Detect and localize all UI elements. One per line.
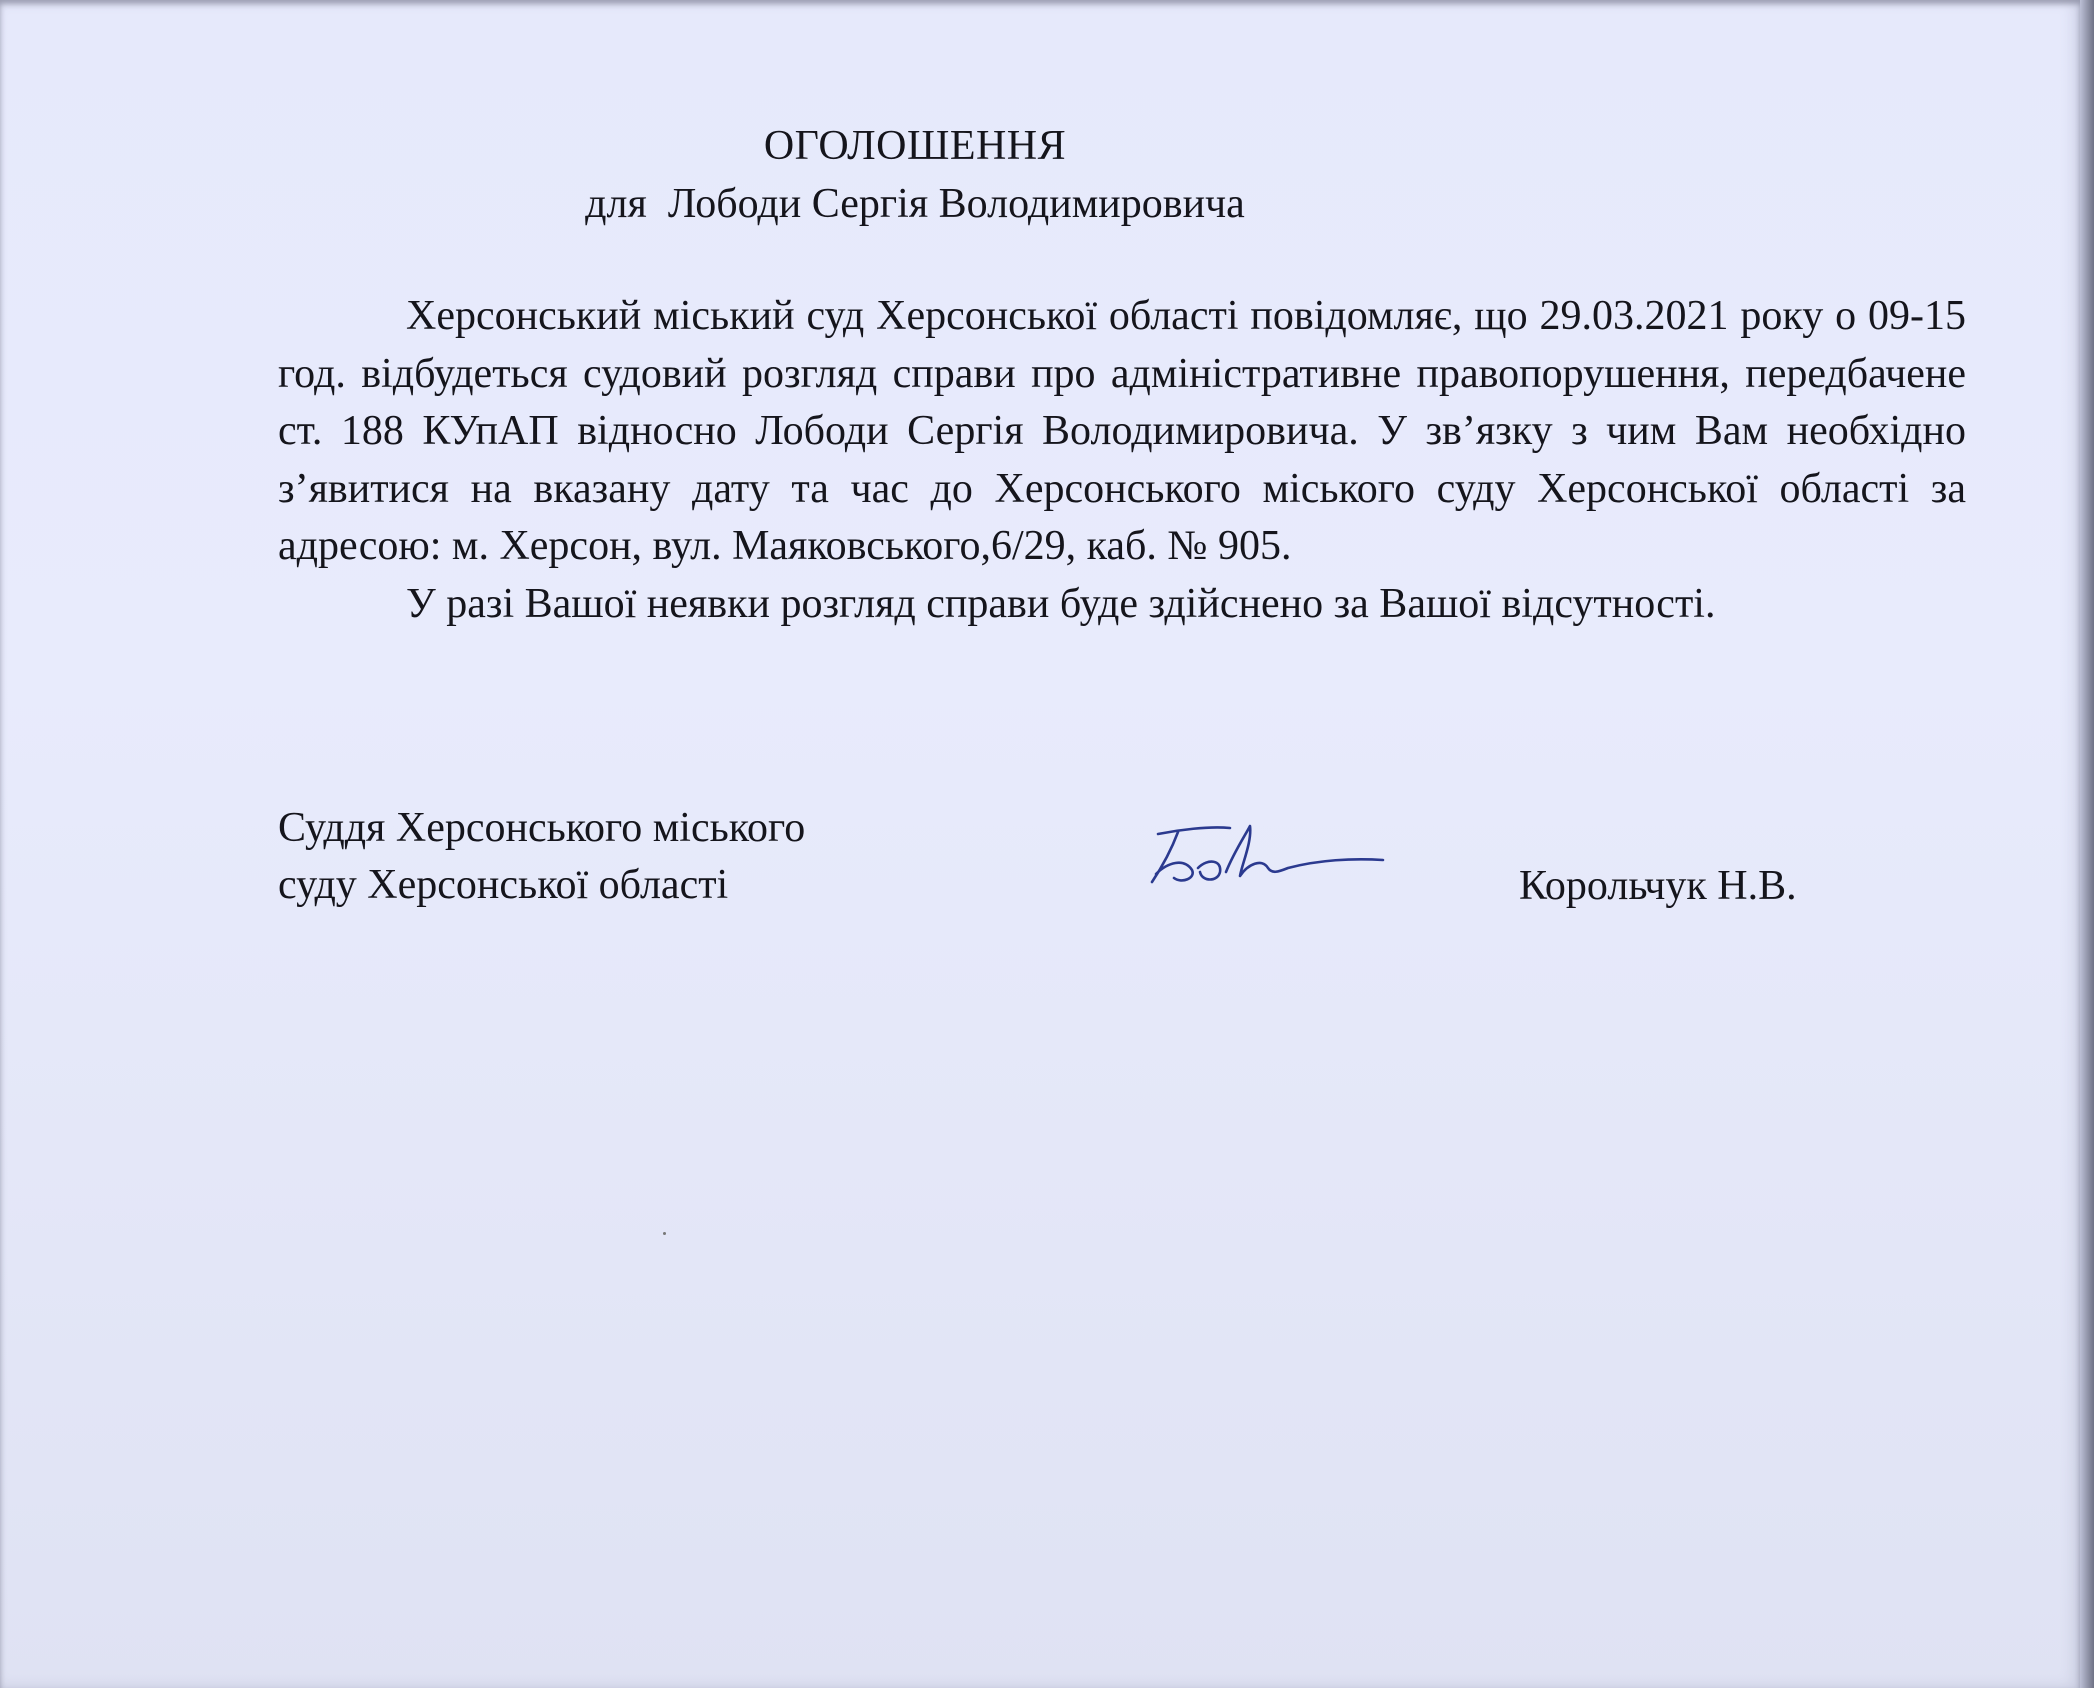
body-paragraph-notice: Херсонський міський суд Херсонської області повідомляє, що 29.03.2021 року о 09-15 год. відбудеться судовий розгляд справи про адміністративне правопорушення, передбачене ст. 188 КУпАП відносно Лободи Сергія Володимировича. У зв’язку з чим Вам необхідно з’явитися на вказану дату та час до Херсонського міського суду Херсонської області за адресою: м. Херсон, вул. Маяковського,6/29, каб. № 905. xyxy=(278,293,1966,569)
document-body xyxy=(278,288,1966,633)
handwritten-signature xyxy=(1138,812,1388,892)
signatory-position xyxy=(278,800,805,914)
signatory-position-line-1: Суддя Херсонського міського xyxy=(278,805,806,851)
document-addressee: для Лободи Сергія Володимировича xyxy=(585,181,1245,227)
signatory-position-line-2: суду Херсонської області xyxy=(278,862,729,908)
paper-speck xyxy=(663,1232,666,1235)
document-title: ОГОЛОШЕННЯ xyxy=(763,123,1067,169)
photo-right-edge xyxy=(2080,0,2094,1688)
body-paragraph-absence: У разі Вашої неявки розгляд справи буде здійснено за Вашої відсутності. xyxy=(406,580,1716,627)
signatory-name: Корольчук Н.В. xyxy=(1519,863,1797,909)
